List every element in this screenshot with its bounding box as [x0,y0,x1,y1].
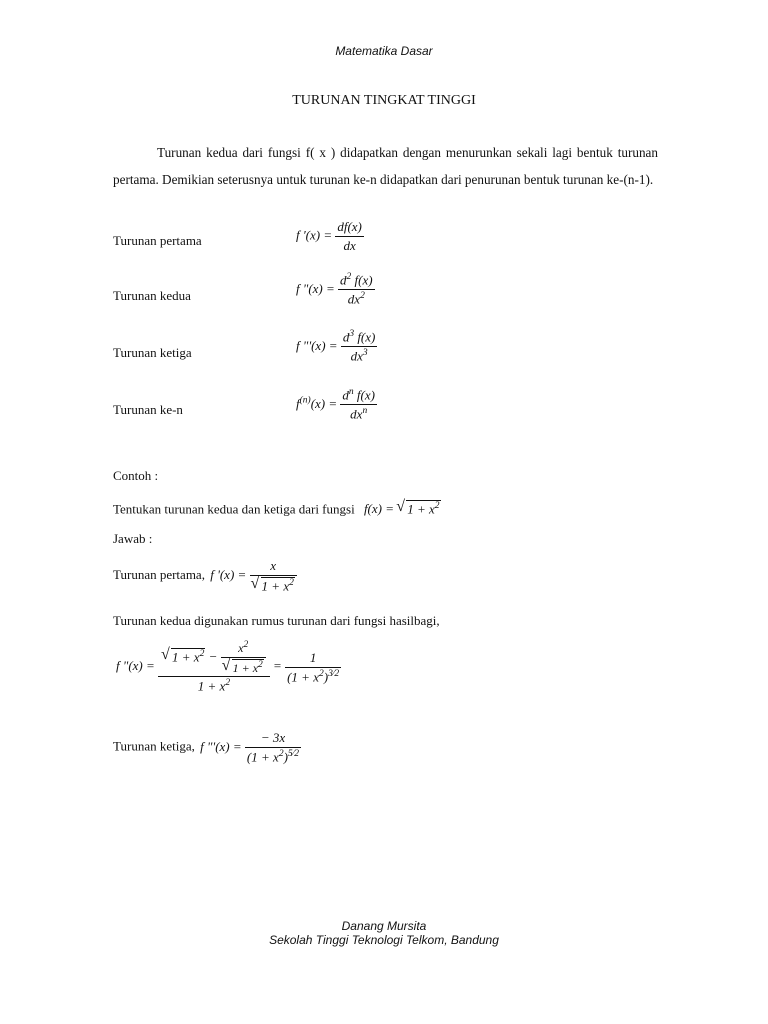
second-derivative-intro: Turunan kedua digunakan rumus turunan dari fungsi hasilbagi, [113,613,440,628]
def-third-label: Turunan ketiga [113,345,192,360]
def-nth-label: Turunan ke-n [113,402,183,417]
page-title: TURUNAN TINGKAT TINGGI [292,93,476,108]
intro-text: Turunan kedua dari fungsi f( x ) didapatkan dengan menurunkan sekali lagi bentuk turunan pertama. Demikian seterusnya untuk turunan ke-n didapatkan dari penurunan bentuk turunan ke-(n-1). [113,145,658,187]
running-header: Matematika Dasar [335,44,433,58]
example-problem: Tentukan turunan kedua dan ketiga dari fungsi f(x) = √ $1 + x^2$ [113,500,441,517]
second-derivative-formula: f "(x) = √ $1 + x^2$ − $x^2$ √ $1 + x^2$ $1 + x^2$ = $\frac{1}{(1 + x^2)^{3⁄2}}$ [116,640,341,694]
answer-label: Jawab : [113,531,153,546]
intro-paragraph [113,140,658,193]
def-first-formula: f '(x) = $\frac{df(x)}{dx}$ [296,219,362,253]
footer-institution: Sekolah Tinggi Teknologi Telkom, Bandung [269,933,499,947]
footer-author: Danang Mursita [341,919,427,933]
def-nth-formula: $f^{(n)}(x)$ = $\frac{d^n f(x)}{dx^n}$ [296,387,375,422]
def-first-label: Turunan pertama [113,233,202,248]
third-derivative: Turunan ketiga, f "'(x) = $\frac{- 3x}{(1 + x^2)^{5⁄2}}$ [113,730,299,765]
def-second-formula: f "(x) = $\frac{d^2 f(x)}{dx^2}$ [296,272,373,307]
first-derivative: Turunan pertama, f '(x) = x √ $1 + x^2$ [113,558,297,594]
def-third-formula: f "'(x) = $\frac{d^3 f(x)}{dx^3}$ [296,329,376,364]
example-heading: Contoh : [113,468,159,483]
def-second-label: Turunan kedua [113,288,191,303]
footer [0,919,768,947]
